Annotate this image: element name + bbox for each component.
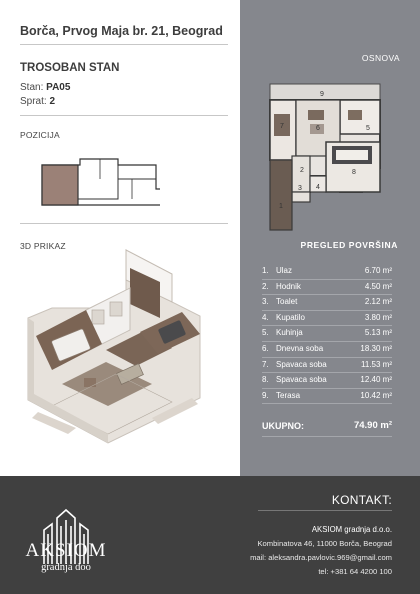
- 3d-view-label: 3D PRIKAZ: [20, 241, 66, 251]
- overview-label: PREGLED POVRŠINA: [300, 240, 398, 250]
- room-number: 6.: [262, 343, 269, 353]
- room-row: [262, 342, 392, 358]
- room-name: Terasa: [276, 390, 301, 400]
- room-name: Hodnik: [276, 281, 301, 291]
- room-row: [262, 373, 392, 389]
- divider: [20, 223, 228, 224]
- total-value: 74.90 m²: [353, 420, 392, 431]
- contact-title: KONTAKT:: [331, 493, 392, 507]
- room-name: Kuhinja: [276, 328, 303, 338]
- room-name: Spavaca soba: [276, 375, 327, 385]
- floor-plan: [262, 80, 384, 232]
- contact-company: AKSIOM gradnja d.o.o.: [311, 525, 392, 534]
- room-name: Toalet: [276, 297, 298, 307]
- unit-label: Stan:: [20, 82, 44, 93]
- room-area: 5.13 m²: [364, 328, 392, 338]
- position-label: POZICIJA: [20, 130, 60, 140]
- room-number: 9.: [262, 390, 269, 400]
- divider: [258, 510, 392, 511]
- position-plan: [40, 155, 160, 215]
- plan-room-9: 9: [320, 91, 324, 98]
- plan-room-3: 3: [298, 185, 302, 192]
- plan-room-4: 4: [316, 184, 320, 191]
- room-name: Spavaca soba: [276, 359, 327, 369]
- total-label: UKUPNO:: [262, 421, 304, 431]
- highlighted-unit: [42, 165, 78, 205]
- room-number: 1.: [262, 266, 269, 275]
- unit-info: [20, 82, 70, 93]
- room-area-list: [262, 264, 392, 404]
- room-row: [262, 264, 392, 280]
- room-area: 10.42 m²: [360, 390, 392, 400]
- left-column: [0, 0, 240, 476]
- room-area: 3.80 m²: [364, 312, 392, 322]
- plan-label: OSNOVA: [361, 53, 400, 63]
- floor-value: 2: [49, 96, 56, 107]
- address: Borča, Prvog Maja br. 21, Beograd: [20, 24, 223, 38]
- room-area: 12.40 m²: [360, 375, 392, 385]
- plan-room-2: 2: [300, 167, 304, 174]
- plan-room-1: 1: [279, 203, 283, 210]
- divider: [20, 115, 228, 116]
- apartment-type: TROSOBAN STAN: [20, 62, 120, 74]
- room-area: 18.30 m²: [360, 343, 392, 353]
- 3d-floorplan: [22, 238, 222, 453]
- plan-room-5: 5: [366, 125, 370, 132]
- room-number: 5.: [262, 328, 269, 338]
- room-area: 4.50 m²: [364, 281, 392, 291]
- divider: [262, 436, 392, 437]
- room-area: 2.12 m²: [364, 297, 392, 307]
- room-row: [262, 358, 392, 374]
- room-name: Dnevna soba: [276, 343, 324, 353]
- plan-room-6: 6: [316, 125, 320, 132]
- contact-mail[interactable]: mail: aleksandra.pavlovic.969@gmail.com: [250, 553, 392, 562]
- unit-value: PA05: [46, 82, 71, 93]
- plan-room-7: 7: [280, 123, 284, 130]
- floor-info: [20, 96, 55, 107]
- room-row: [262, 295, 392, 311]
- room-number: 7.: [262, 359, 269, 369]
- room-name: Ulaz: [276, 266, 293, 275]
- footer: [0, 476, 420, 594]
- room-row: [262, 311, 392, 327]
- contact-address: Kombinatova 46, 11000 Borča, Beograd: [257, 539, 392, 548]
- room-row: [262, 326, 392, 342]
- room-row: [262, 280, 392, 296]
- contact-phone[interactable]: tel: +381 64 4200 100: [318, 567, 392, 576]
- room-area: 11.53 m²: [361, 359, 392, 369]
- plan-room-8: 8: [352, 169, 356, 176]
- logo-subtitle: gradnja doo: [41, 562, 91, 573]
- room-name: Kupatilo: [276, 312, 305, 322]
- room-number: 3.: [262, 297, 269, 307]
- divider: [20, 44, 228, 45]
- right-panel: [240, 0, 420, 476]
- room-number: 8.: [262, 375, 269, 385]
- room-number: 2.: [262, 281, 269, 291]
- room-number: 4.: [262, 312, 269, 322]
- room-area: 6.70 m²: [364, 266, 392, 275]
- logo-name: AKSIOM: [25, 540, 107, 561]
- floor-label: Sprat:: [20, 96, 47, 107]
- room-row: [262, 389, 392, 405]
